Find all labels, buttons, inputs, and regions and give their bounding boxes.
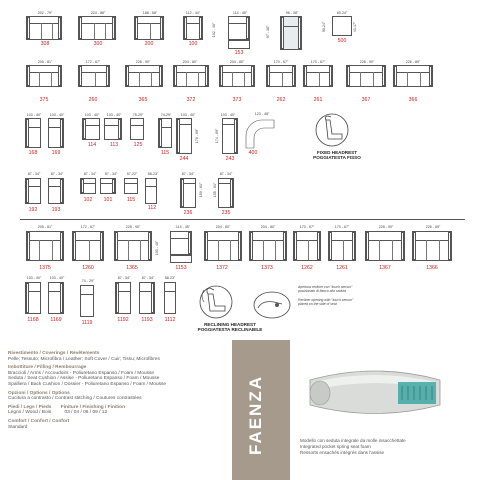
section-divider	[20, 219, 465, 220]
model-code: 1366	[426, 265, 438, 271]
dim-label: 170 - 67"	[299, 225, 315, 229]
sofa-module-153-ext	[228, 40, 250, 49]
sofa-module-262	[266, 65, 296, 87]
fixed-headrest-icon	[312, 112, 354, 148]
model-code: 1262	[301, 265, 313, 271]
dim-label: 114 - 45"	[175, 225, 191, 229]
touch-sensor-it-1: Apertura recliner con "touch sensor"	[298, 285, 353, 289]
dim-label: 228 - 90"	[135, 60, 151, 64]
model-code: 1153	[175, 265, 187, 271]
sofa-module-115	[158, 118, 172, 148]
reclining-headrest-en: RECLINING HEADREST	[204, 322, 256, 327]
desc-en: Integrated pocket spring seat foam	[300, 444, 371, 449]
model-code: 1169	[50, 317, 62, 323]
dim-label: 43-17"	[353, 21, 357, 33]
dim-label: 87 - 34"	[27, 172, 41, 176]
sofa-module-1168	[25, 282, 41, 314]
dim-label: 226 - 89"	[425, 225, 441, 229]
sofa-module-375	[26, 65, 62, 87]
model-code: 112	[147, 205, 157, 211]
touch-sensor-text	[298, 285, 448, 306]
sofa-module-235	[218, 178, 234, 208]
spec-head: Comfort / Confort / Confort	[8, 418, 70, 424]
dim-label: 224 - 88"	[90, 11, 106, 15]
dim-label: 58-23"	[147, 172, 159, 176]
dim-label: 170 - 67"	[310, 60, 326, 64]
sofa-module-373	[219, 65, 255, 87]
dim-label: 103 - 40"	[220, 113, 236, 117]
dim-label: 103 - 40"	[26, 276, 42, 280]
touch-sensor-en-1: Recliner opening with "touch sensor"	[298, 298, 354, 302]
dim-label: 87 - 34"	[83, 172, 97, 176]
sofa-module-1153-ext	[170, 255, 192, 263]
model-code: 308	[40, 41, 50, 47]
dim-label: 96 - 38"	[285, 11, 299, 15]
model-code: 115	[126, 197, 136, 203]
sofa-module-1366	[412, 231, 452, 261]
dim-label: 205 - 81"	[37, 60, 53, 64]
model-code: 365	[138, 97, 148, 103]
dim-label: 87 - 34"	[117, 276, 131, 280]
model-code: 192	[28, 207, 38, 213]
model-code: 367	[361, 97, 371, 103]
sofa-module-114	[82, 118, 100, 140]
dim-label: 150 - 61"	[199, 182, 203, 198]
model-code: 236	[183, 210, 193, 216]
model-code: 1373	[261, 265, 273, 271]
fixed-headrest-it: POGGIATESTA FISSO	[313, 155, 361, 161]
dim-label: 226 - 89"	[405, 60, 421, 64]
sofa-module-recliner-side	[280, 16, 302, 50]
model-code: 153	[234, 50, 244, 56]
dim-label: 228 - 90"	[378, 225, 394, 229]
model-code: 100	[188, 41, 198, 47]
spec-head: Piedi / Legs / Pieds Finiture / Finishing / Finition	[8, 404, 125, 410]
desc-it: Modello con seduta integrale da molle insacchettate	[300, 438, 406, 443]
sofa-module-102	[80, 178, 96, 194]
dim-label: 87 - 34"	[181, 172, 195, 176]
sofa-module-366	[393, 65, 433, 87]
model-code: 113	[109, 142, 119, 148]
dim-label: 204 - 80"	[215, 225, 231, 229]
reclining-headrest-label	[180, 322, 280, 333]
sofa-module-300	[78, 16, 116, 40]
spec-body: Legno / Wood / Bois 03 / 04 / 06 / 09 / 12	[8, 410, 108, 416]
sofa-module-243	[222, 118, 238, 154]
sofa-module-236	[180, 178, 196, 208]
dim-label: 103 - 40"	[180, 113, 196, 117]
dim-label: 60-24"	[336, 11, 348, 15]
sofa-module-168	[25, 118, 41, 148]
sofa-module-1375	[26, 231, 64, 261]
sofa-module-112	[145, 178, 157, 204]
sofa-module-1262	[293, 231, 321, 261]
fixed-headrest-en: FIXED HEADREST	[316, 150, 358, 155]
sofa-module-200	[134, 16, 164, 40]
sofa-module-1119	[80, 285, 94, 317]
dim-label: 103 - 40"	[49, 113, 65, 117]
desc-fr: Ressorts ensachés intégrés dans l'assise	[300, 450, 385, 455]
model-code: 1193	[141, 317, 153, 323]
sofa-module-244	[176, 118, 192, 154]
dim-label: 228 - 90"	[359, 60, 375, 64]
model-code: 243	[225, 156, 235, 162]
model-code: 400	[248, 150, 258, 156]
sofa-module-261	[303, 65, 333, 87]
dim-label: 87 - 34"	[219, 172, 233, 176]
fixed-headrest-label	[302, 150, 372, 161]
model-code: 1261	[336, 265, 348, 271]
model-code: 1168	[27, 317, 39, 323]
sofa-module-1193	[139, 282, 155, 314]
sofa-module-1372	[204, 231, 242, 261]
reclining-headrest-it: POGGIATESTA RECLINABILE	[197, 327, 263, 333]
sofa-module-1367	[365, 231, 405, 261]
dim-label: 170 - 67"	[334, 225, 350, 229]
dim-label: 228 - 90"	[125, 225, 141, 229]
dim-label: 155 - 61"	[213, 182, 217, 198]
pouf-500	[332, 16, 352, 36]
model-code: 1365	[126, 265, 138, 271]
dim-label: 172 - 67"	[80, 225, 96, 229]
sofa-module-101	[100, 178, 116, 194]
sofa-module-169	[48, 118, 64, 148]
dim-label: 103 - 40"	[155, 240, 159, 256]
dim-label: 103 - 40"	[84, 113, 100, 117]
model-code: 169	[51, 150, 61, 156]
dim-label: 75-29"	[132, 113, 144, 117]
model-code: 1260	[82, 265, 94, 271]
model-code: 125	[133, 142, 143, 148]
model-code: 115	[160, 150, 170, 156]
sofa-module-1192	[115, 282, 131, 314]
spec-body: Braccioli / Arms / Accoudoirs - Poliuretano Espanso / Foam / Mousse Seduta / Seat Cushion / Assise - Poliuretano Espanso / Foam / Mousse Spalliera / Back Cushion / Dossier - Poliuretano Espanso / Foam / Mousse	[8, 370, 167, 387]
dim-label: 202 - 79"	[37, 11, 53, 15]
sofa-module-308	[26, 16, 62, 40]
dim-label: 87 - 34"	[141, 276, 155, 280]
sofa-module-192	[25, 178, 41, 204]
dim-label: 112 - 44"	[185, 11, 201, 15]
reclining-headrest-icon	[196, 284, 236, 320]
sofa-module-367	[346, 65, 386, 87]
model-code: 114	[87, 142, 97, 148]
touch-sensor-en-2: placed on the side of seat	[298, 302, 337, 306]
model-code: 1367	[379, 265, 391, 271]
dim-label: 204 - 80"	[182, 60, 198, 64]
sofa-module-1112	[164, 282, 176, 314]
dim-label: 103 - 40"	[49, 276, 65, 280]
model-code: 1192	[117, 317, 129, 323]
dim-label: 205 - 81"	[37, 225, 53, 229]
model-code: 260	[88, 97, 98, 103]
model-code: 261	[313, 97, 323, 103]
dim-label: 87 - 34"	[104, 172, 118, 176]
sofa-module-365	[125, 65, 163, 87]
model-code: 1119	[81, 320, 93, 326]
model-code: 168	[28, 150, 38, 156]
model-code: 1372	[216, 265, 228, 271]
touch-sensor-it-2: posizionato di fianco alla seduta	[298, 289, 347, 293]
sofa-module-1365	[114, 231, 152, 261]
dim-label: 74 - 29"	[81, 279, 95, 283]
model-code: 366	[408, 97, 418, 103]
dim-label: 114 - 45"	[232, 11, 248, 15]
dim-label: 176 - 69"	[195, 128, 199, 144]
cushion-cutaway-image	[300, 360, 450, 430]
model-code: 244	[179, 156, 189, 162]
sofa-module-260	[78, 65, 110, 87]
dim-label: 58-23"	[164, 276, 176, 280]
specs-block	[8, 351, 223, 430]
dim-label: 97 - 38"	[266, 25, 270, 39]
dim-label: 204 - 80"	[260, 225, 276, 229]
sofa-module-125	[130, 118, 144, 140]
spec-head: Rivestimento / Coverings / Revêtements	[8, 351, 100, 356]
model-code: 101	[103, 197, 113, 203]
sofa-module-153	[228, 16, 250, 40]
dim-label: 204 - 80"	[229, 60, 245, 64]
model-code: 200	[144, 41, 154, 47]
model-code: 500	[337, 38, 347, 44]
dim-label: 174 - 69"	[215, 128, 219, 144]
sofa-module-1261	[328, 231, 356, 261]
product-description	[300, 438, 470, 456]
dim-label: 188 - 68"	[142, 11, 158, 15]
dim-label: 172 - 67"	[85, 60, 101, 64]
model-code: 373	[232, 97, 242, 103]
sofa-module-1169	[48, 282, 64, 314]
dim-label: 74-29"	[160, 113, 172, 117]
dim-label: 103 - 40"	[26, 113, 42, 117]
dim-label: 123 - 48"	[254, 112, 270, 116]
sofa-module-115b	[124, 178, 138, 194]
model-code: 193	[51, 207, 61, 213]
dim-label: 90-24"	[322, 21, 326, 33]
spec-body: Pelle; Tessuto; Microfibra / Leather; Soft Cover / Cuir; Tissu; Microfibres	[8, 356, 160, 362]
sofa-module-113	[104, 118, 122, 140]
spec-body: Standard	[8, 424, 28, 430]
model-code: 375	[39, 97, 49, 103]
sofa-module-193	[48, 178, 64, 204]
spec-head: Imbottiture / Filling / Rembourrage	[8, 365, 87, 371]
touch-sensor-icon	[252, 290, 292, 320]
sofa-module-100	[183, 16, 203, 40]
sofa-module-372	[173, 65, 209, 87]
dim-label: 57-22"	[126, 172, 138, 176]
dim-label: 103 - 40"	[106, 113, 122, 117]
corner-module-400	[244, 118, 276, 150]
model-code: 372	[186, 97, 196, 103]
dim-label: 102 - 40"	[212, 22, 216, 38]
product-name: FAENZA	[246, 375, 265, 455]
model-code: 300	[93, 41, 103, 47]
model-code: 1112	[164, 317, 176, 323]
spec-body: Cucitura a contrasto / Contrast stitching / Coutures contrastées	[8, 396, 142, 402]
sofa-module-1153	[170, 231, 192, 255]
dim-label: 87 - 34"	[50, 172, 64, 176]
sofa-module-1260	[72, 231, 104, 261]
dim-label: 170 - 67"	[273, 60, 289, 64]
model-code: 102	[83, 197, 93, 203]
model-code: 262	[276, 97, 286, 103]
spec-head: Opzioni / Options / Options	[8, 390, 70, 396]
model-code: 235	[221, 210, 231, 216]
sofa-module-1373	[249, 231, 287, 261]
model-code: 1375	[39, 265, 51, 271]
